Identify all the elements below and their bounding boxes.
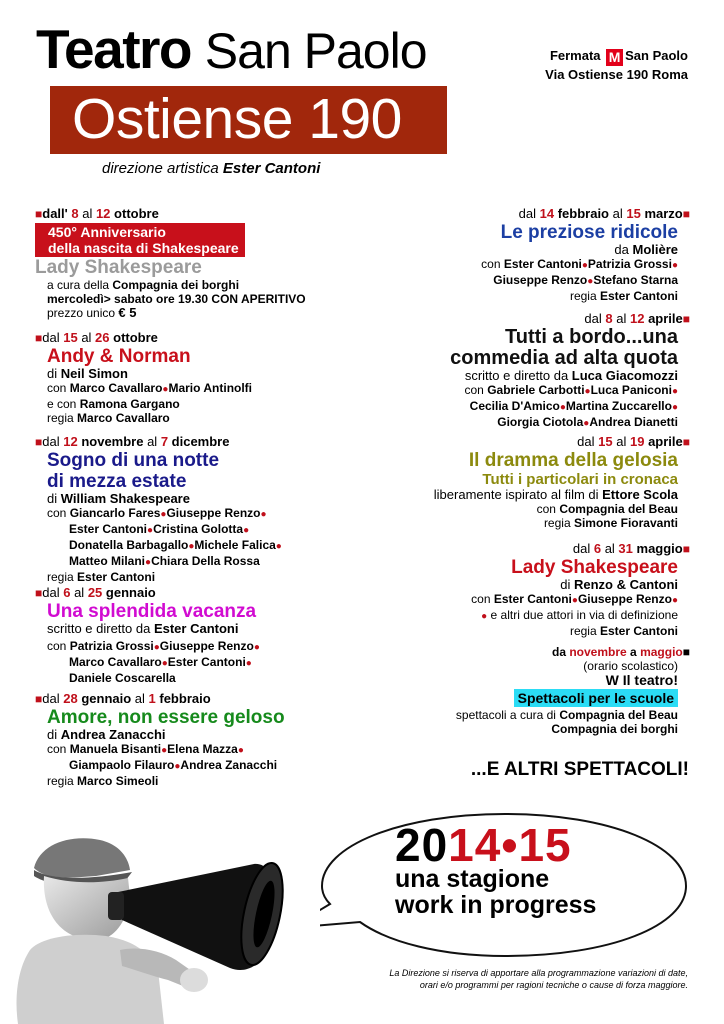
show-date: dal 14 febbraio al 15 marzo■ bbox=[518, 206, 690, 221]
location-block bbox=[545, 47, 688, 84]
season-year: 2014•15 bbox=[395, 819, 572, 871]
disclaimer: La Direzione si riserva di apportare alla programmazione variazioni di date, orari e/o programmi per ragioni tecniche o cause di forza maggiore. bbox=[389, 968, 688, 990]
show-date: da novembre a maggio■ bbox=[551, 645, 690, 659]
director-name: Ester Cantoni bbox=[222, 160, 321, 177]
show-date: dal 6 al 31 maggio■ bbox=[572, 541, 690, 556]
show-preziose-ridicole: dal 14 febbraio al 15 marzo■ Le preziose ridicole da Molière con Ester Cantoni●Patrizia Grossi● Giuseppe Renzo●Stefano Starna regia Ester Cantoni bbox=[355, 206, 690, 303]
show-date: dal 15 al 19 aprile■ bbox=[577, 434, 690, 449]
show-title: Una splendida vacanza bbox=[47, 601, 257, 622]
show-title: Le preziose ridicole bbox=[500, 222, 678, 243]
megaphone-illustration bbox=[0, 800, 340, 1024]
metro-logo-icon: M bbox=[606, 49, 623, 66]
show-date: ■dall' 8 al 12 ottobre bbox=[35, 206, 159, 221]
show-sogno: ■dal 12 novembre al 7 dicembre Sogno di una notte di mezza estate di William Shakespeare con Giancarlo Fares●Giuseppe Renzo● Ester Cantoni●Cristina Golotta● Donatella Barbagallo●Michele Falica● Matteo Milani●Chiara Della Rossa regia Ester Cantoni bbox=[35, 434, 370, 584]
more-shows: ...E ALTRI SPETTACOLI! bbox=[470, 759, 689, 780]
show-title: Amore, non essere geloso bbox=[47, 707, 285, 728]
show-amore-non-essere-geloso: ■dal 28 gennaio al 1 febbraio Amore, non essere geloso di Andrea Zanacchi con Manuela Bisanti●Elena Mazza● Giampaolo Filauro●Andrea Zanacchi regia Marco Simeoli bbox=[35, 691, 370, 788]
show-lady-shakespeare-october: ■dall' 8 al 12 ottobre 450° Anniversario della nascita di Shakespeare Lady Shakespeare a cura della Compagnia dei borghi mercoledì> sabato ore 19.30 CON APERITIVO prezzo unico € 5 bbox=[35, 206, 370, 320]
show-date: dal 8 al 12 aprile■ bbox=[584, 311, 690, 326]
metro-line: Fermata M San Paolo bbox=[549, 48, 688, 65]
show-title: Il dramma della gelosia bbox=[468, 450, 678, 471]
show-date: ■dal 28 gennaio al 1 febbraio bbox=[35, 691, 211, 706]
show-lady-shakespeare-may: dal 6 al 31 maggio■ Lady Shakespeare di Renzo & Cantoni con Ester Cantoni●Giuseppe Renzo● ● e altri due attori in via di definizione regia Ester Cantoni bbox=[355, 541, 690, 638]
season-tagline: una stagione work in progress bbox=[395, 865, 597, 919]
title-band: Ostiense 190 bbox=[50, 86, 447, 154]
schools-block: da novembre a maggio■ (orario scolastico) W Il teatro! Spettacoli per le scuole spettacoli a cura di Compagnia del Beau Compagnia dei borghi bbox=[355, 645, 690, 736]
show-title: Lady Shakespeare bbox=[35, 257, 202, 278]
show-title: Sogno di una notte di mezza estate bbox=[47, 450, 220, 492]
show-andy-norman: ■dal 15 al 26 ottobre Andy & Norman di Neil Simon con Marco Cavallaro●Mario Antinolfi e con Ramona Gargano regia Marco Cavallaro bbox=[35, 330, 370, 425]
theatre-name bbox=[36, 18, 427, 80]
show-title: Tutti a bordo...una commedia ad alta quota bbox=[450, 326, 678, 369]
anniversary-banner: 450° Anniversario della nascita di Shakespeare bbox=[35, 223, 370, 258]
show-splendida-vacanza: ■dal 6 al 25 gennaio Una splendida vacanza scritto e diretto da Ester Cantoni con Patrizia Grossi●Giuseppe Renzo● Marco Cavallaro●Ester Cantoni● Daniele Coscarella bbox=[35, 585, 370, 685]
show-date: ■dal 6 al 25 gennaio bbox=[35, 585, 156, 600]
show-date: ■dal 15 al 26 ottobre bbox=[35, 330, 158, 345]
show-dramma-della-gelosia: dal 15 al 19 aprile■ Il dramma della gelosia Tutti i particolari in cronaca liberamente ispirato al film di Ettore Scola con Compagnia del Beau regia Simone Fioravanti bbox=[355, 434, 690, 530]
show-tutti-a-bordo: dal 8 al 12 aprile■ Tutti a bordo...una commedia ad alta quota scritto e diretto da Luca Giacomozzi con Gabriele Carbotti●Luca Paniconi● Cecilia D'Amico●Martina Zuccarello● Giorgia Ciotola●Andrea Dianetti bbox=[355, 311, 690, 431]
theatre-name-light: San Paolo bbox=[204, 23, 427, 79]
schools-tag: Spettacoli per le scuole bbox=[514, 689, 678, 707]
artistic-direction: direzione artistica Ester Cantoni bbox=[102, 160, 321, 177]
show-subtitle: Tutti i particolari in cronaca bbox=[482, 471, 678, 488]
theatre-name-bold: Teatro bbox=[36, 18, 192, 80]
show-title: Andy & Norman bbox=[47, 346, 191, 367]
show-title: Lady Shakespeare bbox=[511, 557, 678, 578]
show-date: ■dal 12 novembre al 7 dicembre bbox=[35, 434, 230, 449]
address: Via Ostiense 190 Roma bbox=[545, 67, 688, 82]
